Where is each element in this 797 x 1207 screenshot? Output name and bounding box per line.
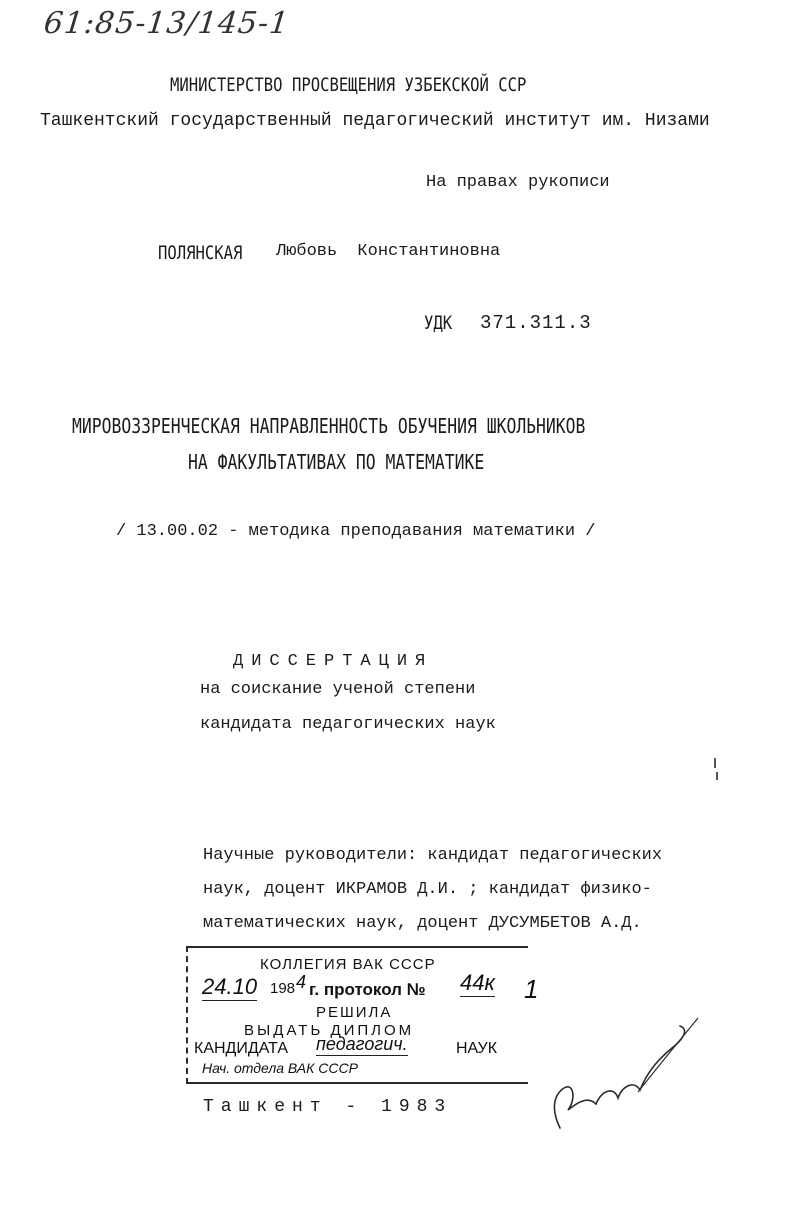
stamp-field: педагогич. — [316, 1034, 408, 1054]
specialty-code: / 13.00.02 - методика преподавания математики / — [116, 522, 596, 541]
stamp-protocol-label: г. протокол № — [309, 980, 426, 999]
stamp-candidate: КАНДИДАТА — [194, 1040, 289, 1057]
stamp-sciences: НАУК — [456, 1040, 498, 1057]
author-surname: ПОЛЯНСКАЯ — [158, 242, 243, 264]
dissertation-title-line-2: НА ФАКУЛЬТАТИВАХ ПО МАТЕМАТИКЕ — [188, 450, 485, 474]
supervisors-line-3: математических наук, доцент ДУСУМБЕТОВ А.Д. — [203, 914, 642, 933]
udk-label: УДК — [424, 312, 453, 334]
supervisors-line-1: Научные руководители: кандидат педагогических — [203, 846, 663, 865]
supervisors-line-2: наук, доцент ИКРАМОВ Д.И. ; кандидат физико- — [203, 880, 652, 899]
stamp-decided: РЕШИЛА — [316, 1004, 393, 1021]
institute-name: Ташкентский государственный педагогический институт им. Низами — [40, 111, 710, 131]
archive-mark: 61:85-13/145-1 — [42, 6, 292, 41]
margin-mark — [714, 758, 716, 768]
stamp-org: КОЛЛЕГИЯ ВАК СССР — [260, 956, 436, 973]
stamp-head: Нач. отдела ВАК СССР — [202, 1060, 358, 1076]
degree-heading: ДИССЕРТАЦИЯ — [233, 652, 434, 671]
degree-line-2: кандидата педагогических наук — [200, 715, 496, 734]
ministry-heading: МИНИСТЕРСТВО ПРОСВЕЩЕНИЯ УЗБЕКСКОЙ ССР — [170, 74, 527, 96]
stamp-year-suffix: 4 — [296, 972, 307, 992]
dissertation-title-line-1: МИРОВОЗЗРЕНЧЕСКАЯ НАПРАВЛЕННОСТЬ ОБУЧЕНИЯ ШКОЛЬНИКОВ — [72, 414, 586, 438]
city-year: Ташкент - 1983 — [203, 1097, 453, 1117]
stamp-protocol-number: 44к — [460, 970, 495, 995]
stamp-year-prefix: 198 — [270, 980, 296, 997]
margin-mark — [716, 772, 718, 780]
manuscript-rights: На правах рукописи — [426, 173, 610, 192]
vak-approval-stamp — [186, 946, 539, 1084]
stamp-protocol-part: 1 — [524, 974, 539, 1004]
stamp-issue: ВЫДАТЬ ДИПЛОМ — [244, 1022, 415, 1039]
author-given-names: Любовь Константиновна — [276, 242, 501, 261]
stamp-date: 24.10 — [202, 974, 258, 999]
udk-number: 371.311.3 — [480, 312, 592, 334]
handwritten-signature — [530, 1000, 730, 1140]
degree-line-1: на соискание ученой степени — [200, 680, 476, 699]
